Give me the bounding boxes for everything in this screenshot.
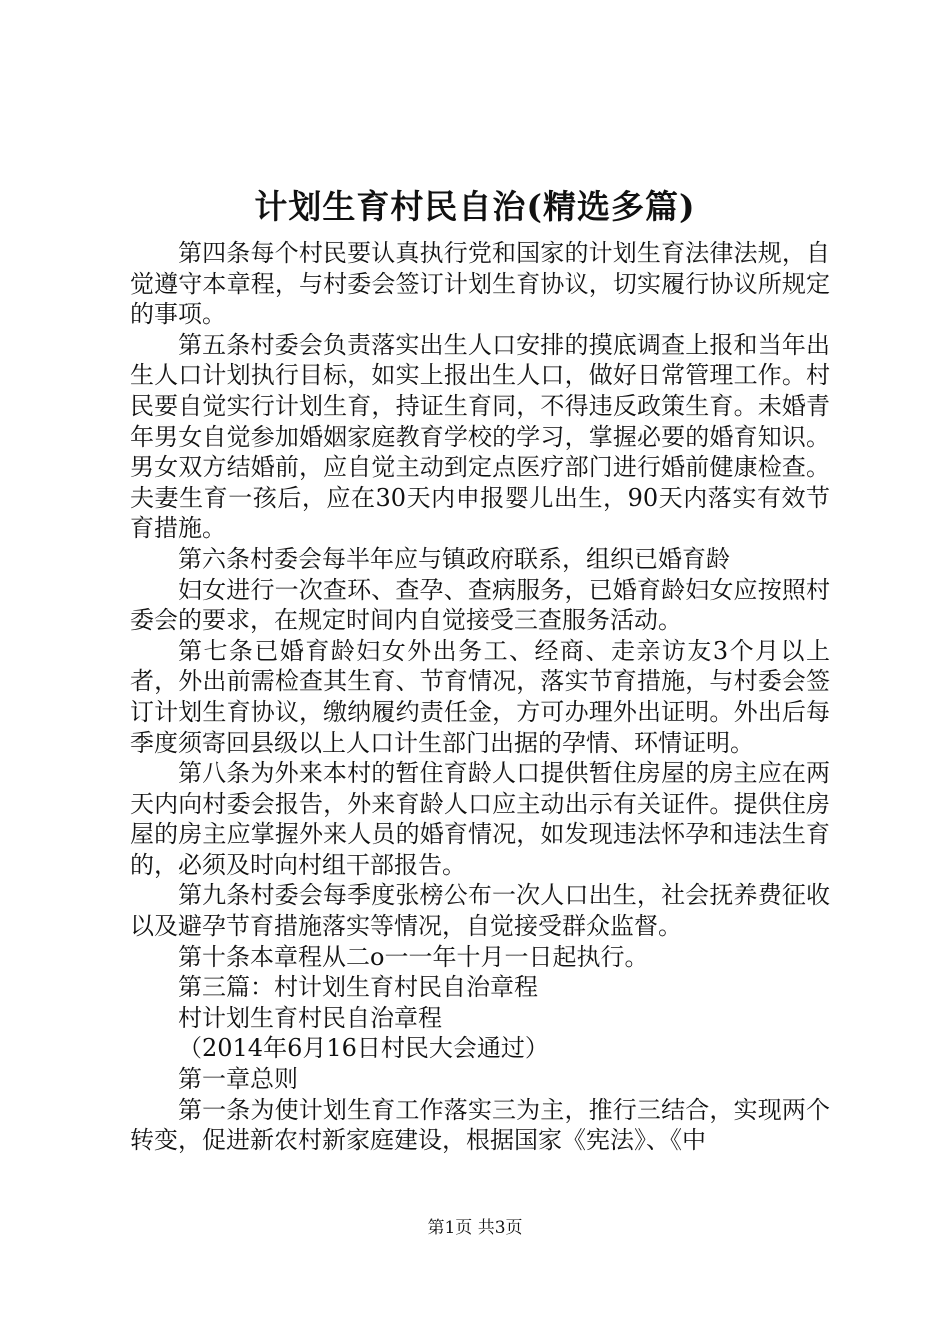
paragraph-article-4: 第四条每个村民要认真执行党和国家的计划生育法律法规，自觉遵守本章程，与村委会签订计划生育协议，切实履行协议所规定的事项。 <box>130 239 830 329</box>
paragraph-article-9: 第九条村委会每季度张榜公布一次人口出生，社会抚养费征收以及避孕节育措施落实等情况，自觉接受群众监督。 <box>130 881 830 941</box>
document-body <box>130 238 830 1156</box>
paragraph-article-6-continued: 妇女进行一次查环、查孕、查病服务，已婚育龄妇女应按照村委会的要求，在规定时间内自觉接受三查服务活动。 <box>130 575 830 635</box>
charter-title: 村计划生育村民自治章程 <box>178 1003 442 1032</box>
paragraph-article-10: 第十条本章程从二o一一年十月一日起执行。 <box>178 942 649 971</box>
page-footer: 第1页 共3页 <box>427 1218 523 1238</box>
paragraph-article-5: 第五条村委会负责落实出生人口安排的摸底调查上报和当年出生人口计划执行目标，如实上报出生人口，做好日常管理工作。村民要自觉实行计划生育，持证生育同，不得违反政策生育。未婚青年男女自觉参加婚姻家庭教育学校的学习，掌握必要的婚育知识。男女双方结婚前，应自觉主动到定点医疗部门进行婚前健康检查。夫妻生育一孩后，应在30天内申报婴儿出生，90天内落实有效节育措施。 <box>130 330 830 543</box>
charter-adoption-note: （2014年6月16日村民大会通过） <box>178 1034 549 1063</box>
paragraph-article-6: 第六条村委会每半年应与镇政府联系，组织已婚育龄 <box>178 544 730 573</box>
paragraph-article-1: 第一条为使计划生育工作落实三为主，推行三结合，实现两个转变，促进新农村新家庭建设，根据国家《宪法》、《中 <box>130 1095 830 1155</box>
chapter-heading-1: 第一章总则 <box>178 1065 298 1094</box>
paragraph-article-7: 第七条已婚育龄妇女外出务工、经商、走亲访友3个月以上者，外出前需检查其生育、节育情况，落实节育措施，与村委会签订计划生育协议，缴纳履约责任金，方可办理外出证明。外出后每季度须寄回县级以上人口计生部门出据的孕情、环情证明。 <box>130 636 830 757</box>
document-title: 计划生育村民自治(精选多篇) <box>254 187 696 226</box>
paragraph-article-8: 第八条为外来本村的暂住育龄人口提供暂住房屋的房主应在两天内向村委会报告，外来育龄人口应主动出示有关证件。提供住房屋的房主应掌握外来人员的婚育情况，如发现违法怀孕和违法生育的，必须及时向村组干部报告。 <box>130 759 830 879</box>
section-heading-part-3: 第三篇：村计划生育村民自治章程 <box>178 973 538 1002</box>
